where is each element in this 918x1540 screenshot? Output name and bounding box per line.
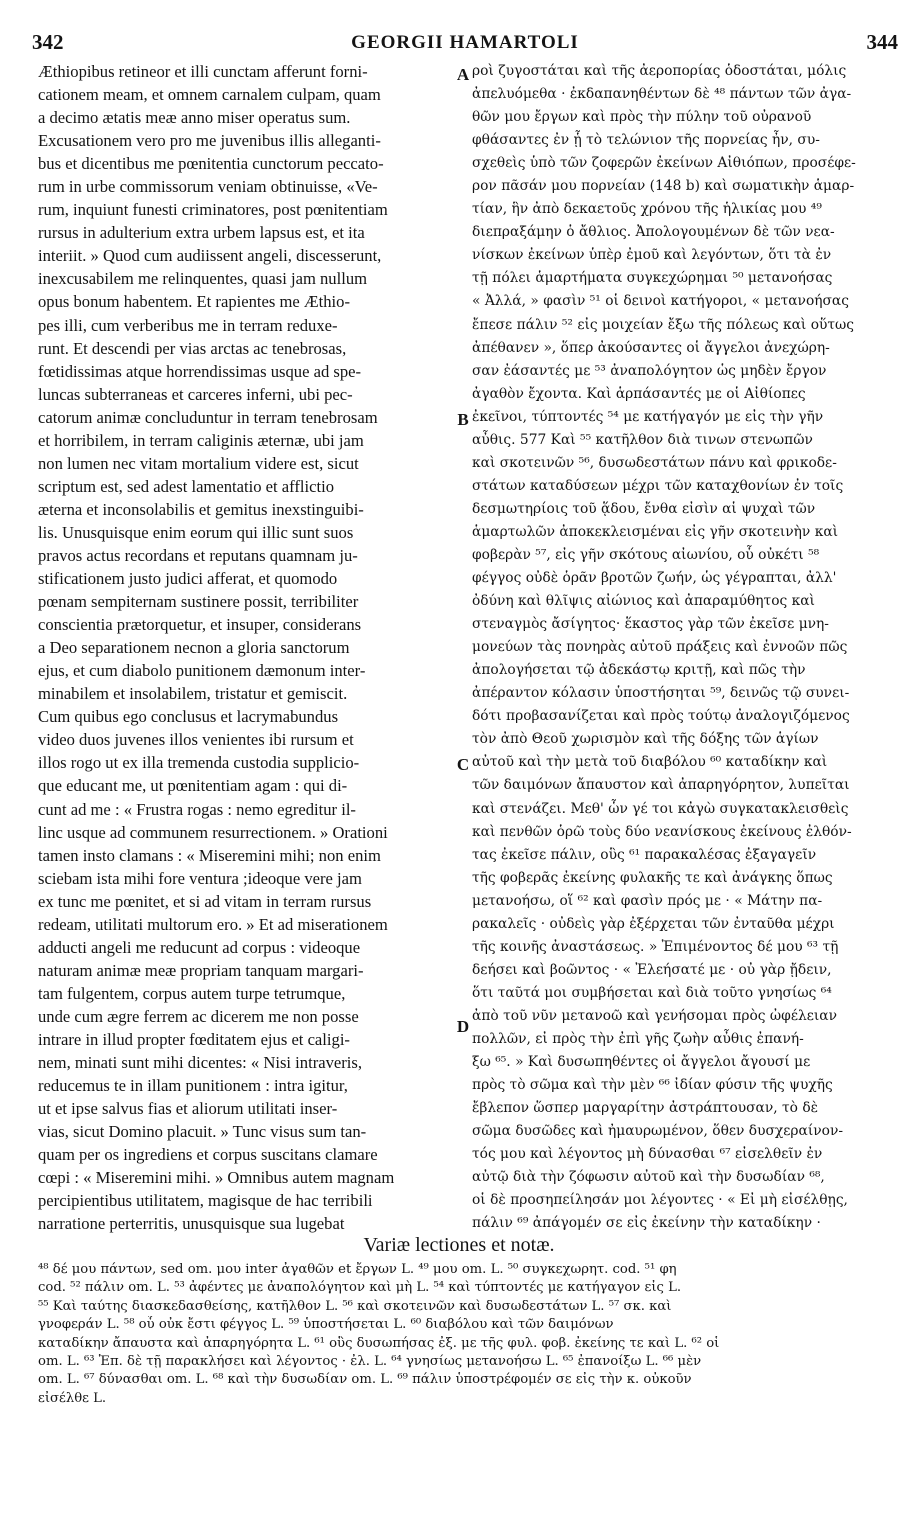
note-line: καταδίκην ἄπαυστα καὶ ἀπαρηγόρητα L. ⁶¹ οὓς δυσωπήσας ἐξ. με τῆς φυλ. φοβ. ἐκείνης τε καὶ L. ⁶² οἱ — [38, 1335, 720, 1351]
latin-text-line: pravos actus recordans et reputans quamnam ju- — [38, 545, 358, 565]
latin-text-line: interiit. » Quod cum audiissent angeli, discesserunt, — [38, 246, 382, 266]
running-header — [32, 30, 898, 54]
latin-text-line: opus bonum habentem. Et rapientes me Æthio- — [38, 292, 350, 312]
latin-text-line: rum, inquiunt funesti criminatores, post pœnitentiam — [38, 200, 388, 220]
latin-text-line: narratione perterritis, unusquisque sua lugebat — [38, 1214, 345, 1234]
latin-text-line: vias, sicut Domino placuit. » Tunc visus sum tan- — [38, 1122, 367, 1142]
latin-text-line: rum in urbe commissorum veniam obtinuisse, «Ve- — [38, 177, 378, 197]
greek-text-line: αὐτῷ διὰ τὴν ζόφωσιν αὐτοῦ καὶ τὴν δυσωδίαν ⁶⁸, — [472, 1169, 825, 1186]
greek-text-line: ἀπέραντον κόλασιν ὑποστήσηται ⁵⁹, δεινῶς τῷ συνει- — [472, 685, 850, 702]
greek-text-line: τὸν ἀπὸ Θεοῦ χωρισμὸν καὶ τῆς δόξης τῶν ἁγίων — [472, 731, 819, 748]
greek-text-line: « Ἀλλά, » φασὶν ⁵¹ οἱ δεινοὶ κατήγοροι, « μετανοήσας — [472, 293, 849, 310]
greek-text-line: μετανοήσω, οἵ ⁶² καὶ φασὶν πρός με · « Μάτην πα- — [472, 892, 823, 909]
latin-text-line: catorum animæ concluduntur in terram tenebrosam — [38, 407, 378, 427]
greek-text-line: τίαν, ἣν ἀπὸ δεκαετοῦς χρόνου τῆς ἡλικίας μου ⁴⁹ — [472, 201, 822, 218]
latin-text-line: que educant me, ut pœnitentiam agam : qui di- — [38, 776, 348, 796]
latin-text-line: cationem meam, et omnem carnalem culpam, quam — [38, 85, 381, 105]
note-line: εἰσέλθε L. — [38, 1390, 107, 1406]
latin-text-line: Cum quibus ego conclusus et lacrymabundus — [38, 707, 339, 727]
greek-text-line: αὖθις. 577 Καὶ ⁵⁵ κατῆλθον διὰ τινων στενωπῶν — [472, 431, 813, 448]
latin-column — [38, 60, 454, 1235]
greek-text-line: φοβερὰν ⁵⁷, εἰς γῆν σκότους αἰωνίου, οὗ οὐκέτι ⁵⁸ — [472, 546, 820, 563]
latin-text-line: pes illi, cum verberibus me in terram reduxe- — [38, 315, 338, 335]
greek-text-line: δότι προβασανίζεται καὶ πρὸς τούτῳ ἀναλογιζόμενος — [472, 708, 850, 725]
right-page-number: 344 — [866, 30, 898, 54]
greek-text-line: σαν ἐάσαντές με ⁵³ ἀναπολόγητον ὡς μηδὲν ἔργον — [472, 362, 827, 379]
latin-text-line: illos rogo ut ex illa tremenda custodia supplicio- — [38, 753, 360, 773]
latin-text-line: nem, minati sunt mihi dicentes: « Nisi intraveris, — [38, 1053, 362, 1073]
latin-text-line: intrare in illud propter fœditatem ejus et caligi- — [38, 1029, 350, 1049]
greek-text-line: φέγγος οὐδὲ ὁρᾶν βροτῶν ζωήν, ὡς γέγραπται, ἀλλ' — [472, 570, 837, 587]
greek-text-line: ξω ⁶⁵. » Καὶ δυσωπηθέντες οἱ ἄγγελοι ἄγουσί με — [472, 1054, 811, 1071]
greek-text-line: τῇ πόλει ἁμαρτήματα συγκεχώρημαι ⁵⁰ μετανοήσας — [472, 270, 833, 287]
latin-text-line: minabilem et insolabilem, tristatur et gemiscit. — [38, 684, 348, 704]
latin-text-line: sciebam ista mihi fore ventura ;ideoque vere jam — [38, 868, 362, 888]
margin-letter-a: A — [456, 65, 470, 84]
greek-text-line: φθάσαντες ἐν ᾗ τὸ τελώνιον τῆς πορνείας ἦν, συ- — [472, 132, 820, 149]
greek-text-line: στάτων καταδύσεων μέχρι τῶν καταχθονίων ἐν τοῖς — [472, 477, 844, 494]
greek-text-line: διεπραξάμην ὁ ἄθλιος. Ἀπολογουμένων δὲ τῶν νεα- — [472, 224, 835, 241]
latin-text-line: inexcusabilem me relinquentes, quasi jam nullum — [38, 269, 368, 289]
left-page-number: 342 — [32, 30, 64, 54]
latin-text-line: cunt ad me : « Frustra rogas : nemo egreditur il- — [38, 799, 356, 819]
notes-heading: Variæ lectiones et notæ. — [363, 1234, 555, 1256]
latin-text-line: ex tunc me pœnitet, et si ad vitam in terram rursus — [38, 891, 372, 911]
greek-text-line: ἀγαθὸν ἔχοντα. Καὶ ἁρπάσαντές με οἱ Αἰθίοπες — [472, 385, 806, 402]
greek-text-line: πάλιν ⁶⁹ ἀπάγομέν σε εἰς ἐκείνην τὴν καταδίκην · — [472, 1215, 821, 1232]
running-title: GEORGII HAMARTOLI — [351, 32, 579, 53]
greek-text-line: ρακαλεῖς · οὐδεὶς γὰρ ἐξέρχεται τῶν ἐνταῦθα μέχρι — [472, 915, 835, 932]
greek-text-line: τῶν δαιμόνων ἄπαυστον καὶ ἀπαρηγόρητον, λυπεῖται — [472, 777, 850, 794]
greek-text-line: καὶ στενάζει. Μεθ' ὧν γέ τοι κἀγὼ συγκατακλεισθεὶς — [472, 800, 849, 817]
latin-text-line: lis. Unusquisque enim eorum qui illic sunt suos — [38, 522, 354, 542]
latin-text-line: adducti angeli me reducunt ad corpus : videoque — [38, 937, 361, 957]
greek-text-line: αὐτοῦ καὶ τὴν μετὰ τοῦ διαβόλου ⁶⁰ καταδίκην καὶ — [472, 754, 828, 771]
greek-text-line: δεσμωτηρίοις τοῦ ᾅδου, ἔνθα εἰσὶν αἱ ψυχαὶ τῶν — [472, 500, 816, 517]
greek-text-line: στεναγμὸς ἄσίγητος· ἕκαστος γὰρ τῶν ἐκεῖσε μνη- — [472, 616, 829, 633]
margin-letter-c: C — [456, 755, 470, 774]
latin-text-line: luncas subterraneas et carceres inferni, ubi pec- — [38, 384, 353, 404]
latin-text-line: conscientia prætorquetur, et insuper, considerans — [38, 615, 362, 635]
latin-text-line: ejus, et cum diabolo punitionem dæmonum inter- — [38, 661, 366, 681]
greek-text-line: ἀπὸ τοῦ νῦν μετανοῶ καὶ γενήσομαι πρὸς ὠφέλειαν — [472, 1007, 837, 1024]
note-line: cod. ⁵² πάλιν om. L. ⁵³ ἀφέντες με ἀναπολόγητον καὶ μὴ L. ⁵⁴ καὶ τύπτοντές με κατήγαγον εἰς L. — [38, 1280, 682, 1296]
greek-text-line: ρον πᾶσάν μου πορνείαν (148 b) καὶ σωματικὴν ἁμαρ- — [472, 178, 855, 195]
greek-text-line: τας ἐκεῖσε πάλιν, οὓς ⁶¹ παρακαλέσας ἐξαγαγεῖν — [472, 846, 817, 863]
note-line: γνοφεράν L. ⁵⁸ οὗ οὐκ ἔστι φέγγος L. ⁵⁹ ὑποστήσεται L. ⁶⁰ διαβόλου καὶ τῶν δαιμόνων — [38, 1317, 614, 1333]
latin-text-line: redeam, utilitati multorum ero. » Et ad miserationem — [38, 914, 388, 934]
latin-text-line: Æthiopibus retineor et illi cunctam afferunt forni- — [38, 62, 368, 81]
greek-text-line: ὀδύνη καὶ θλῖψις αἰώνιος καὶ ἀπαραμύθητος καὶ — [472, 593, 815, 610]
latin-text-line: non lumen nec vitam mortalium videre est, sicut — [38, 453, 359, 473]
greek-text-line: τῆς φοβερᾶς ἐκείνης φυλακῆς τε καὶ ἀνάγκης ὅπως — [472, 869, 833, 886]
note-line: om. L. ⁶³ Ἐπ. δὲ τῇ παρακλήσει καὶ λέγοντος · ἐλ. L. ⁶⁴ γνησίως μετανοήσω L. ⁶⁵ ἐπανοίξω L. ⁶⁶ μὲν — [38, 1353, 702, 1369]
variant-readings — [38, 1261, 884, 1408]
greek-text-line: καὶ πενθῶν ὁρῶ τοὺς δύο νεανίσκους ἐκείνους ἐλθόν- — [472, 823, 852, 840]
latin-text-line: tam fulgentem, corpus autem turpe tetrumque, — [38, 983, 346, 1003]
greek-column — [472, 60, 884, 1235]
latin-text-line: tamen insto clamans : « Miseremini mihi; non enim — [38, 845, 381, 865]
greek-text-line: δεήσει καὶ βοῶντος · « Ἐλεήσατέ με · οὐ γὰρ ᾔδειν, — [472, 961, 832, 978]
margin-letter-d: D — [456, 1017, 470, 1036]
greek-text-line: τῆς κοινῆς ἀναστάσεως. » Ἐπιμένοντος δέ μου ⁶³ τῇ — [472, 938, 839, 955]
greek-text-line: πολλῶν, εἰ πρὸς τὴν ἐπὶ γῆς ζωὴν αὖθις ἐπανή- — [472, 1030, 804, 1047]
greek-text-line: ὅτι ταῦτά μοι συμβήσεται καὶ διὰ τοῦτο γνησίως ⁶⁴ — [472, 984, 832, 1001]
greek-text-line: ἀπελυόμεθα · ἐκδαπανηθέντων δὲ ⁴⁸ πάντων τῶν ἀγα- — [472, 86, 852, 103]
greek-text-line: μονεύων τὰς πονηρὰς αὐτοῦ πράξεις καὶ ἐννοῶν πῶς — [472, 639, 848, 656]
greek-text-line: καὶ σκοτεινῶν ⁵⁶, δυσωδεστάτων πάνυ καὶ φρικοδε- — [472, 454, 837, 471]
latin-text-line: a Deo separationem necnon a gloria sanctorum — [38, 638, 350, 658]
latin-text-line: scriptum est, sed adest lamentatio et afflictio — [38, 476, 334, 496]
greek-text-line: νίσκων ἐκείνων ὑπὲρ ἐμοῦ καὶ λεγόντων, ὅτι τὰ ἐν — [472, 247, 832, 264]
latin-text-line: ut et ipse salvus fias et aliorum utilitati inser- — [38, 1099, 338, 1119]
greek-text-line: σῶμα δυσῶδες καὶ ἠμαυρωμένον, ὅθεν δυσχεραίνον- — [472, 1123, 844, 1140]
greek-text-line: θῶν μου ἔργων καὶ πρὸς τὴν πύλην τοῦ οὐρανοῦ — [472, 109, 812, 126]
greek-text-line: πρὸς τὸ σῶμα καὶ τὴν μὲν ⁶⁶ ἰδίαν φύσιν τῆς ψυχῆς — [472, 1077, 833, 1094]
greek-text-line: ροὶ ζυγοστάται καὶ τῆς ἀεροπορίας ὁδοστάται, μόλις — [472, 63, 847, 79]
greek-text-line: ἔβλεπον ὥσπερ μαργαρίτην ἀστράπτουσαν, τὸ δὲ — [472, 1100, 819, 1117]
latin-text-line: et horribilem, in terram caliginis æternæ, ubi jam — [38, 430, 364, 450]
note-line: ⁴⁸ δέ μου πάντων, sed om. μου inter ἀγαθῶν et ἔργων L. ⁴⁹ μου om. L. ⁵⁰ συγκεχωρητ. cod. ⁵¹ φη — [38, 1262, 677, 1277]
latin-text-line: linc usque ad communem resurrectionem. » Orationi — [38, 822, 388, 842]
greek-text-line: οἱ δὲ προσηπείλησάν μοι λέγοντες · « Εἰ μὴ εἰσέλθῃς, — [472, 1192, 848, 1209]
latin-text-line: quam per os ingrediens et corpus suscitans clamare — [38, 1145, 378, 1165]
latin-text-line: cœpi : « Miseremini mihi. » Omnibus autem magnam — [38, 1168, 395, 1188]
latin-text-line: pœnam sempiternam sustinere possit, terribiliter — [38, 592, 359, 612]
latin-text-line: Excusationem vero pro me juvenibus illis alleganti- — [38, 131, 381, 151]
latin-text-line: unde cum ægre ferrem ac dicerem me non posse — [38, 1006, 359, 1026]
note-line: om. L. ⁶⁷ δύνασθαι om. L. ⁶⁸ καὶ τὴν δυσωδίαν om. L. ⁶⁹ πάλιν ὑποστρέφομέν σε εἰς τὴν κ. οὐκοῦν — [38, 1372, 692, 1388]
greek-text-line: ἔπεσε πάλιν ⁵² εἰς μοιχείαν ἔξω τῆς πόλεως καὶ οὕτως — [472, 316, 855, 333]
latin-text-line: video duos juvenes illos venientes ibi rursum et — [38, 730, 354, 750]
latin-text-line: naturam animæ meæ propriam tanquam margari- — [38, 960, 364, 980]
greek-text-line: σχεθεὶς ὑπὸ τῶν ζοφερῶν ἐκείνων Αἰθιόπων, προσέφε- — [472, 155, 856, 172]
latin-text-line: reducemus te in illam punitionem : intra igitur, — [38, 1076, 348, 1096]
latin-text-line: a decimo ætatis meæ anno miser operatus sum. — [38, 108, 351, 128]
greek-text-line: τός μου καὶ λέγοντος μὴ δύνασθαι ⁶⁷ εἰσελθεῖν ἐν — [472, 1146, 823, 1163]
latin-text-line: æterna et inconsolabilis et gemitus inexstinguibi- — [38, 499, 364, 519]
latin-text-line: rursus in adulterium extra urbem lapsus est, et ita — [38, 223, 365, 243]
latin-text-line: bus et dicentibus me pœnitentia cunctorum peccato- — [38, 154, 384, 174]
greek-text-line: ἀπολογήσεται τῷ ἀδεκάστῳ κριτῇ, καὶ πῶς τὴν — [472, 662, 806, 679]
greek-text-line: ἐκεῖνοι, τύπτοντές ⁵⁴ με κατήγαγόν με εἰς τὴν γῆν — [472, 408, 824, 425]
margin-letter-b: B — [457, 410, 469, 429]
latin-text-line: fœtidissimas atque horrendissimas usque ad spe- — [38, 361, 362, 381]
greek-text-line: ἁμαρτωλῶν ἀποκεκλεισμέναι εἰς γῆν σκοτεινὴν καὶ — [472, 523, 839, 540]
greek-text-line: ἀπέθανεν », ὅπερ ἀκούσαντες οἱ ἄγγελοι ἀνεχώρη- — [472, 339, 830, 356]
latin-text-line: percipientibus utilitatem, magisque de hac terribili — [38, 1191, 373, 1211]
note-line: ⁵⁵ Καὶ ταύτης διασκεδασθείσης, κατῆλθον L. ⁵⁶ καὶ σκοτεινῶν καὶ δυσωδεστάτων L. ⁵⁷ σκ. καὶ — [38, 1298, 672, 1314]
latin-text-line: stificationem justo judici afferat, et quomodo — [38, 569, 338, 589]
latin-text-line: runt. Et descendi per vias arctas ac tenebrosas, — [38, 338, 347, 358]
